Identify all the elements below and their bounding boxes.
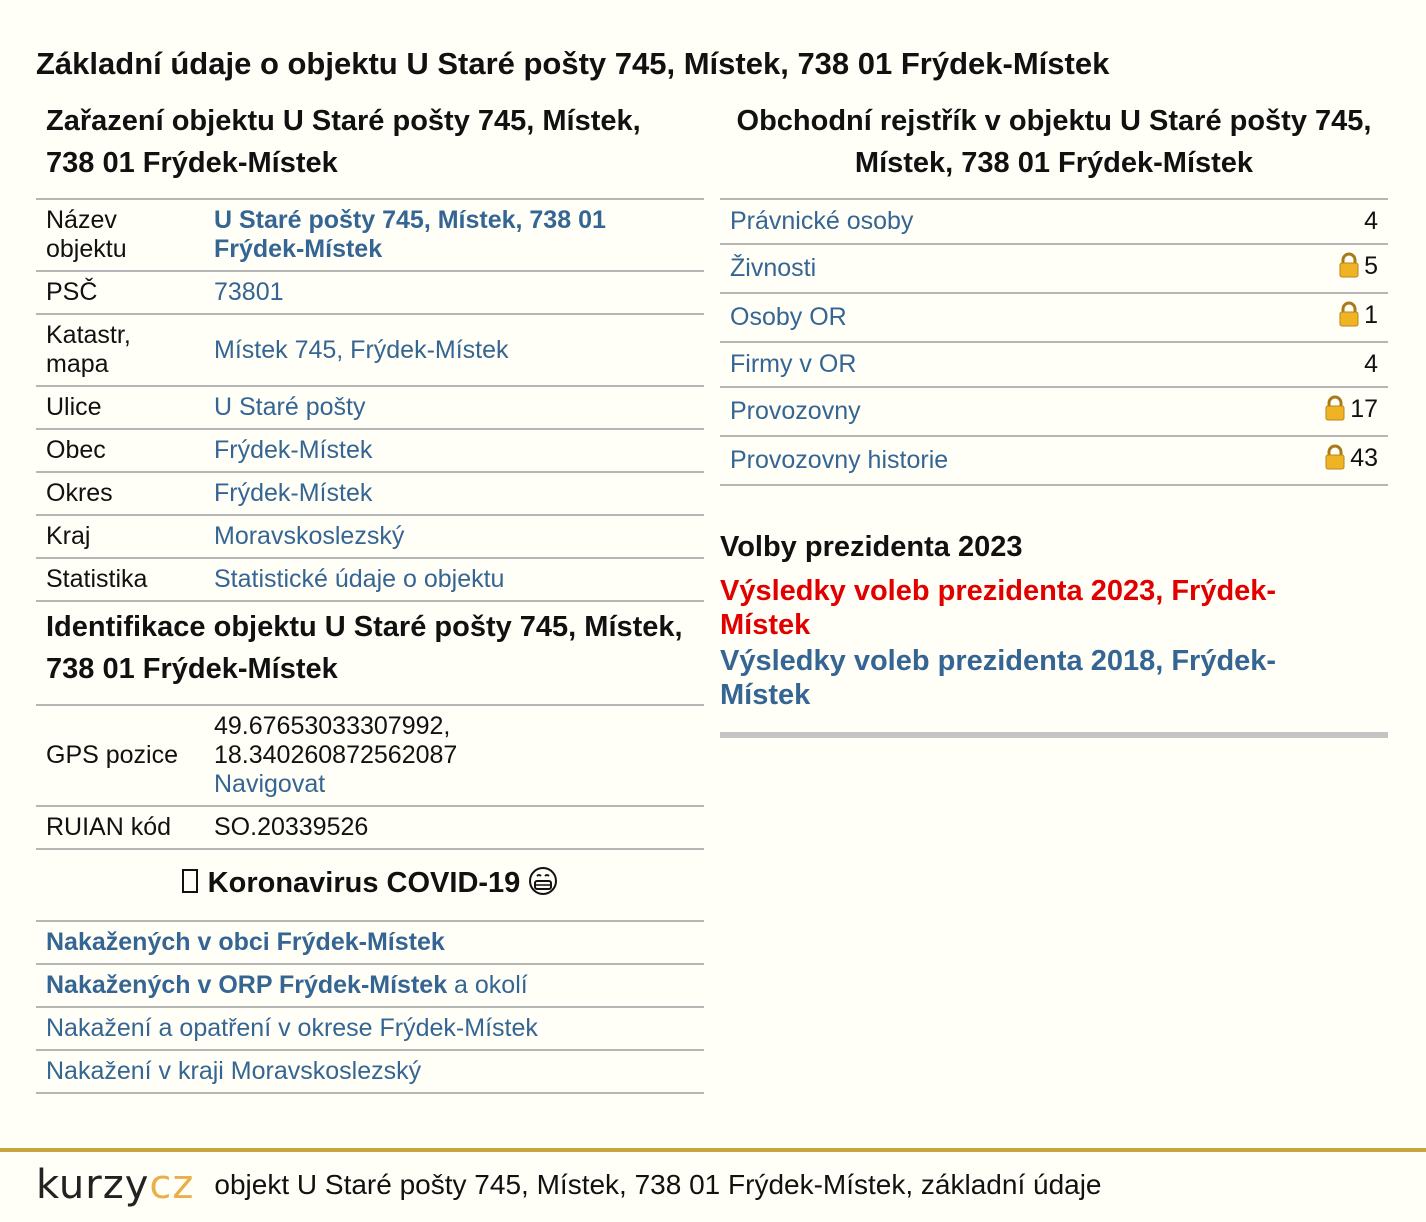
covid-heading <box>36 850 704 920</box>
elections-2023-link[interactable]: Výsledky voleb prezidenta 2023, Frýdek-Místek <box>720 575 1277 641</box>
missing-glyph-icon <box>182 869 198 893</box>
footer-divider <box>0 1148 1426 1152</box>
table-row <box>720 244 1388 293</box>
row-label: Okres <box>36 472 204 515</box>
footer <box>36 1160 1102 1210</box>
lock-icon <box>1324 444 1346 477</box>
district-link[interactable]: Frýdek-Místek <box>214 479 373 507</box>
table-row <box>36 314 704 386</box>
registry-count: 43 <box>1350 444 1378 472</box>
row-label: Ulice <box>36 386 204 429</box>
table-row <box>36 964 704 1007</box>
registry-legal-entities-link[interactable]: Právnické osoby <box>730 207 914 235</box>
footer-text: objekt U Staré pošty 745, Místek, 738 01 Frýdek-Místek, základní údaje <box>214 1169 1102 1200</box>
cadastre-link[interactable]: Místek 745, Frýdek-Místek <box>214 335 509 364</box>
table-row <box>36 472 704 515</box>
covid-region-link[interactable]: Nakažení v kraji Moravskoslezský <box>46 1057 422 1085</box>
mask-face-icon <box>528 866 558 908</box>
zarazeni-table <box>36 198 704 602</box>
registry-premises-history-link[interactable]: Provozovny historie <box>730 446 949 474</box>
registry-or-companies-link[interactable]: Firmy v OR <box>730 350 857 378</box>
table-row <box>720 387 1388 436</box>
table-row <box>720 293 1388 342</box>
navigate-link[interactable]: Navigovat <box>214 770 326 798</box>
elections-section <box>720 530 1388 738</box>
region-link[interactable]: Moravskoslezský <box>214 522 405 550</box>
registry-heading: Obchodní rejstřík v objektu U Staré pošty 745, Místek, 738 01 Frýdek-Místek <box>736 105 1372 179</box>
object-name-link[interactable]: U Staré pošty 745, Místek, 738 01 Frýdek-Místek <box>214 206 606 263</box>
table-row <box>36 705 704 806</box>
table-row <box>36 386 704 429</box>
gps-latitude: 49.67653033307992, <box>214 712 451 740</box>
table-row <box>720 199 1388 244</box>
street-link[interactable]: U Staré pošty <box>214 393 366 421</box>
row-label: Statistika <box>36 558 204 601</box>
lock-icon <box>1338 301 1360 334</box>
registry-count: 4 <box>1364 350 1378 378</box>
table-row <box>36 515 704 558</box>
registry-count: 17 <box>1350 395 1378 423</box>
covid-district-link[interactable]: Nakažení a opatření v okrese Frýdek-Místek <box>46 1014 538 1042</box>
table-row <box>720 342 1388 387</box>
divider <box>720 732 1388 738</box>
table-row <box>36 1050 704 1093</box>
table-row <box>36 429 704 472</box>
registry-or-persons-link[interactable]: Osoby OR <box>730 303 847 331</box>
logo-part-kurzy: kurzy <box>36 1162 150 1208</box>
elections-2018-link[interactable]: Výsledky voleb prezidenta 2018, Frýdek-Místek <box>720 645 1277 711</box>
table-row <box>36 199 704 271</box>
identifikace-table <box>36 704 704 850</box>
statistics-link[interactable]: Statistické údaje o objektu <box>214 565 505 593</box>
identifikace-heading: Identifikace objektu U Staré pošty 745, Místek, 738 01 Frýdek-Místek <box>46 611 683 685</box>
ruian-label: RUIAN kód <box>36 806 204 849</box>
covid-heading-text: Koronavirus COVID-19 <box>207 867 521 899</box>
kurzy-logo[interactable] <box>36 1162 194 1208</box>
zarazeni-heading: Zařazení objektu U Staré pošty 745, Místek, 738 01 Frýdek-Místek <box>46 105 641 179</box>
page-title: Základní údaje o objektu U Staré pošty 745, Místek, 738 01 Frýdek-Místek <box>36 46 1110 81</box>
municipality-link[interactable]: Frýdek-Místek <box>214 436 373 464</box>
table-row <box>36 271 704 314</box>
gps-label: GPS pozice <box>36 705 204 806</box>
ruian-value: SO.20339526 <box>204 806 704 849</box>
registry-table <box>720 198 1388 486</box>
row-label: Název objektu <box>36 199 204 271</box>
covid-orp-link[interactable]: Nakažených v ORP Frýdek-Místek <box>46 971 448 999</box>
registry-count: 4 <box>1364 207 1378 235</box>
covid-municipality-link[interactable]: Nakažených v obci Frýdek-Místek <box>46 928 445 956</box>
table-row <box>36 1007 704 1050</box>
covid-orp-suffix[interactable]: a okolí <box>447 971 528 999</box>
table-row <box>36 558 704 601</box>
covid-table <box>36 920 704 1094</box>
table-row <box>720 436 1388 485</box>
lock-icon <box>1338 252 1360 285</box>
logo-part-cz: cz <box>149 1162 195 1208</box>
table-row <box>36 921 704 964</box>
row-label: Kraj <box>36 515 204 558</box>
left-column <box>36 100 704 1094</box>
registry-count: 5 <box>1364 252 1378 280</box>
elections-heading: Volby prezidenta 2023 <box>720 531 1023 563</box>
registry-count: 1 <box>1364 301 1378 329</box>
lock-icon <box>1324 395 1346 428</box>
gps-longitude: 18.340260872562087 <box>214 741 458 769</box>
row-label: Obec <box>36 429 204 472</box>
row-label: Katastr, mapa <box>36 314 204 386</box>
right-column <box>720 100 1388 738</box>
registry-premises-link[interactable]: Provozovny <box>730 397 861 425</box>
table-row <box>36 806 704 849</box>
row-label: PSČ <box>36 271 204 314</box>
registry-trades-link[interactable]: Živnosti <box>730 254 817 282</box>
psc-link[interactable]: 73801 <box>214 278 284 306</box>
